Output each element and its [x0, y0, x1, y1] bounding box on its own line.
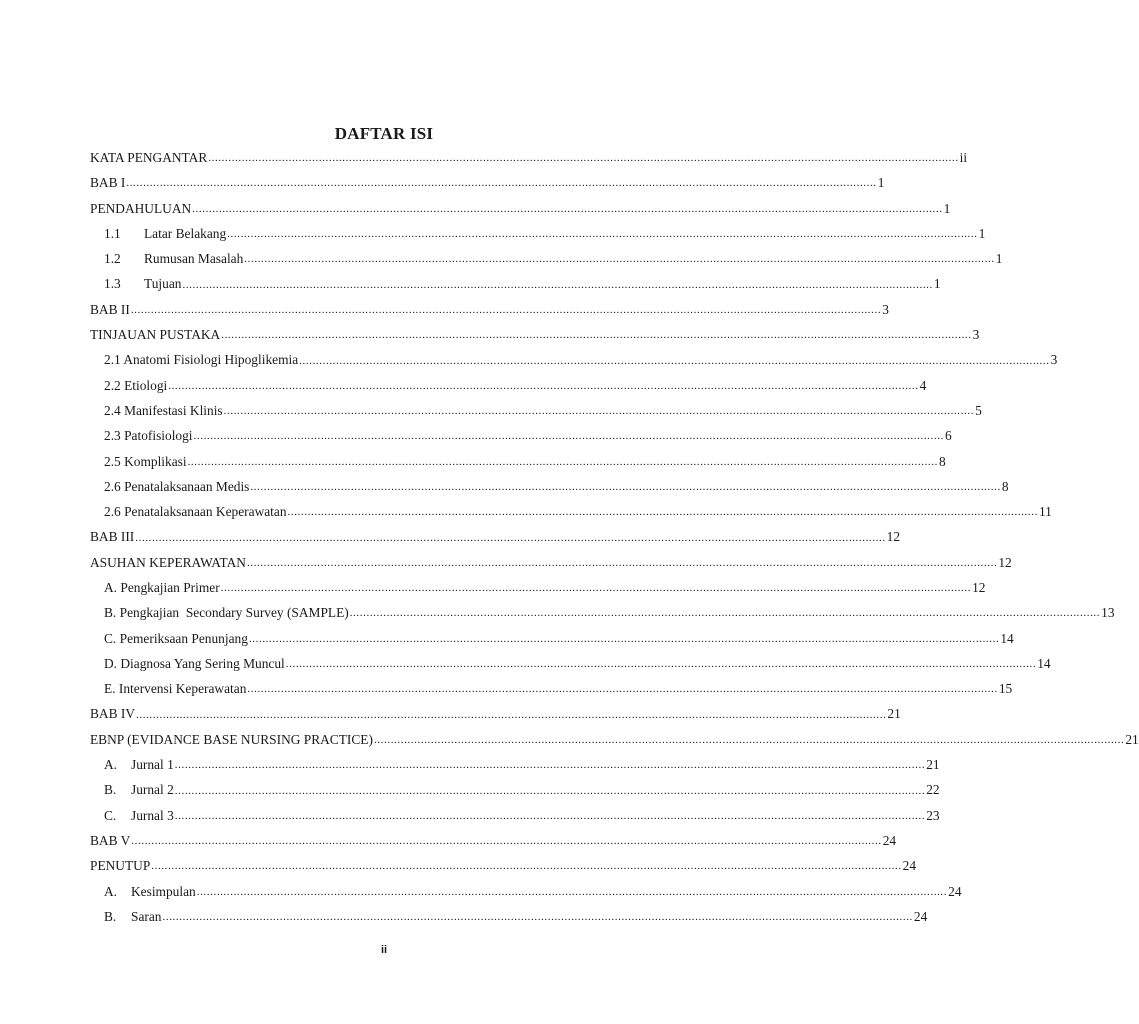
toc-entry-label: BAB I: [90, 175, 126, 191]
toc-entry-label: BAB II: [90, 301, 130, 317]
toc-entry-label: B. Pengkajian Secondary Survey (SAMPLE): [104, 605, 349, 621]
toc-entry-label: PENUTUP: [90, 858, 151, 874]
dot-leader: ................................................................................................................................................................................................................................: [223, 405, 975, 418]
toc-entry-label: Kesimpulan: [131, 883, 196, 899]
toc-entry: [90, 449, 946, 474]
toc-entry-page: 15: [998, 681, 1013, 697]
toc-entry-page: 21: [926, 757, 940, 773]
dot-leader: ................................................................................................................................................................................................................................: [220, 582, 972, 595]
toc-entry-number: 1.2: [104, 251, 121, 267]
toc-entry-page: 3: [1050, 352, 1058, 368]
toc-entry: [90, 170, 885, 195]
toc-entry-label: Rumusan Masalah: [144, 251, 244, 267]
dot-leader: ................................................................................................................................................................................................................................: [244, 253, 995, 266]
toc-entry: [90, 474, 1009, 499]
toc-entry: [90, 853, 917, 878]
dot-leader: ................................................................................................................................................................................................................................: [285, 658, 1037, 671]
dot-leader: ................................................................................................................................................................................................................................: [126, 177, 877, 190]
toc-entry: [90, 651, 1051, 676]
dot-leader: ................................................................................................................................................................................................................................: [192, 202, 943, 215]
toc-entry-label: 2.3 Patofisiologi: [104, 428, 193, 444]
toc-entry: [90, 777, 940, 802]
toc-entry-number: 1.1: [104, 225, 121, 241]
toc-entry: [90, 322, 980, 347]
toc-entry-page: 24: [948, 883, 962, 899]
toc-entry: [90, 575, 986, 600]
toc-entry: [90, 271, 941, 296]
toc-entry: [90, 676, 1013, 701]
toc-entry-label: C. Pemeriksaan Penunjang: [104, 630, 248, 646]
toc-entry: [90, 803, 940, 828]
dot-leader: ................................................................................................................................................................................................................................: [287, 506, 1038, 519]
toc-entry-label: Saran: [131, 908, 162, 924]
toc-entry-number: A.: [104, 883, 118, 899]
toc-entry: [90, 600, 1115, 625]
toc-entry-number: C.: [104, 807, 117, 823]
toc-entry-number: A.: [104, 757, 118, 773]
toc-entry-label: BAB V: [90, 832, 131, 848]
toc-entry-page: 11: [1038, 504, 1052, 520]
toc-entry-page: 1: [995, 251, 1003, 267]
dot-leader: ................................................................................................................................................................................................................................: [174, 809, 926, 822]
dot-leader: ................................................................................................................................................................................................................................: [221, 329, 972, 342]
toc-entry-page: 1: [978, 225, 986, 241]
toc-entry-label: 2.4 Manifestasi Klinis: [104, 402, 223, 418]
toc-entry-page: 1: [943, 200, 951, 216]
toc-entry: [90, 879, 962, 904]
toc-entry: [90, 524, 901, 549]
dot-leader: ................................................................................................................................................................................................................................: [227, 228, 978, 241]
toc-entry: [90, 550, 1012, 575]
dot-leader: ................................................................................................................................................................................................................................: [247, 683, 998, 696]
dot-leader: ................................................................................................................................................................................................................................: [168, 379, 919, 392]
toc-entry-label: D. Diagnosa Yang Sering Muncul: [104, 655, 285, 671]
toc-entry-label: 2.6 Penatalaksanaan Medis: [104, 478, 250, 494]
toc-entry: [90, 145, 968, 170]
toc-entry: [90, 196, 951, 221]
toc-entry-number: B.: [104, 908, 117, 924]
dot-leader: ................................................................................................................................................................................................................................: [208, 152, 959, 165]
dot-leader: ................................................................................................................................................................................................................................: [193, 430, 944, 443]
toc-entry: [90, 499, 1052, 524]
toc-entry-label: E. Intervensi Keperawatan: [104, 681, 247, 697]
toc-entry-page: 12: [886, 529, 901, 545]
toc-entry-label: KATA PENGANTAR: [90, 149, 208, 165]
toc-entry-page: 1: [933, 276, 941, 292]
toc-entry-page: 24: [882, 832, 897, 848]
toc-entry: [90, 221, 986, 246]
toc-entry: [90, 423, 952, 448]
toc-entry-label: EBNP (EVIDANCE BASE NURSING PRACTICE): [90, 731, 373, 747]
dot-leader: ................................................................................................................................................................................................................................: [250, 481, 1001, 493]
toc-entry-page: 5: [975, 402, 982, 418]
toc-entry-number: B.: [104, 782, 117, 798]
dot-leader: ................................................................................................................................................................................................................................: [130, 303, 882, 316]
toc-entry: [90, 904, 928, 929]
dot-leader: ................................................................................................................................................................................................................................: [162, 911, 913, 924]
dot-leader: ................................................................................................................................................................................................................................: [246, 556, 998, 569]
toc-entry: [90, 727, 1139, 752]
toc-entry-page: ii: [959, 149, 968, 165]
toc-entry: [90, 702, 901, 727]
toc-entry-label: 2.5 Komplikasi: [104, 453, 187, 469]
dot-leader: ................................................................................................................................................................................................................................: [196, 885, 948, 898]
toc-entry-page: 14: [1037, 655, 1051, 671]
dot-leader: ................................................................................................................................................................................................................................: [131, 835, 882, 848]
toc-entry-label: ASUHAN KEPERAWATAN: [90, 554, 246, 570]
toc-entry-label: 2.6 Penatalaksanaan Keperawatan: [104, 504, 287, 520]
toc-entry-page: 22: [926, 782, 940, 798]
toc-entry-page: 21: [887, 706, 901, 722]
toc-entry-page: 12: [972, 579, 986, 595]
toc-entry-page: 12: [998, 554, 1012, 570]
toc-entry-page: 4: [919, 377, 927, 393]
toc-entry-label: 2.2 Etiologi: [104, 377, 168, 393]
toc-entry-label: Latar Belakang: [144, 225, 227, 241]
toc-entry: [90, 828, 897, 853]
toc-entry-label: Tujuan: [144, 276, 182, 292]
toc-entry-page: 3: [882, 301, 889, 317]
dot-leader: ................................................................................................................................................................................................................................: [187, 455, 938, 468]
toc-entry-label: TINJAUAN PUSTAKA: [90, 327, 221, 343]
dot-leader: ................................................................................................................................................................................................................................: [299, 354, 1050, 367]
toc-entry-page: 3: [972, 327, 980, 343]
toc-entry: [90, 626, 1014, 651]
toc-entry-label: BAB IV: [90, 706, 136, 722]
toc-entry-label: BAB III: [90, 529, 135, 545]
page-title: DAFTAR ISI: [334, 124, 434, 143]
toc-entry-page: 6: [944, 428, 952, 444]
toc-entry-page: 8: [938, 453, 946, 469]
toc-entry: [90, 373, 927, 398]
toc-entry-page: 24: [913, 908, 928, 924]
toc-entry-label: PENDAHULUAN: [90, 200, 192, 216]
dot-leader: ................................................................................................................................................................................................................................: [373, 733, 1125, 746]
table-of-contents: [90, 145, 1139, 929]
toc-entry: [90, 297, 889, 322]
dot-leader: ................................................................................................................................................................................................................................: [248, 632, 1000, 645]
dot-leader: ................................................................................................................................................................................................................................: [136, 708, 887, 721]
dot-leader: ................................................................................................................................................................................................................................: [182, 278, 933, 291]
toc-entry: [90, 347, 1058, 372]
toc-entry-label: Jurnal 3: [131, 807, 174, 823]
toc-entry-page: 21: [1125, 731, 1139, 747]
toc-entry-label: Jurnal 2: [131, 782, 174, 798]
toc-entry-page: 14: [1000, 630, 1014, 646]
dot-leader: ................................................................................................................................................................................................................................: [135, 531, 886, 544]
toc-entry-number: 1.3: [104, 276, 121, 292]
toc-entry: [90, 246, 1003, 271]
toc-entry-label: A. Pengkajian Primer: [104, 579, 220, 595]
toc-entry: [90, 752, 940, 777]
toc-entry-page: 24: [902, 858, 917, 874]
toc-entry-label: Jurnal 1: [131, 757, 174, 773]
dot-leader: ................................................................................................................................................................................................................................: [174, 759, 926, 772]
dot-leader: ................................................................................................................................................................................................................................: [349, 607, 1101, 620]
page-number-footer: ii: [380, 944, 388, 956]
toc-entry-label: 2.1 Anatomi Fisiologi Hipoglikemia: [104, 352, 299, 368]
dot-leader: ................................................................................................................................................................................................................................: [174, 784, 926, 797]
toc-entry-page: 8: [1001, 478, 1009, 494]
dot-leader: ................................................................................................................................................................................................................................: [151, 860, 902, 873]
toc-entry: [90, 398, 982, 423]
toc-entry-page: 1: [877, 175, 885, 191]
toc-entry-page: 13: [1101, 605, 1115, 621]
toc-entry-page: 23: [926, 807, 940, 823]
